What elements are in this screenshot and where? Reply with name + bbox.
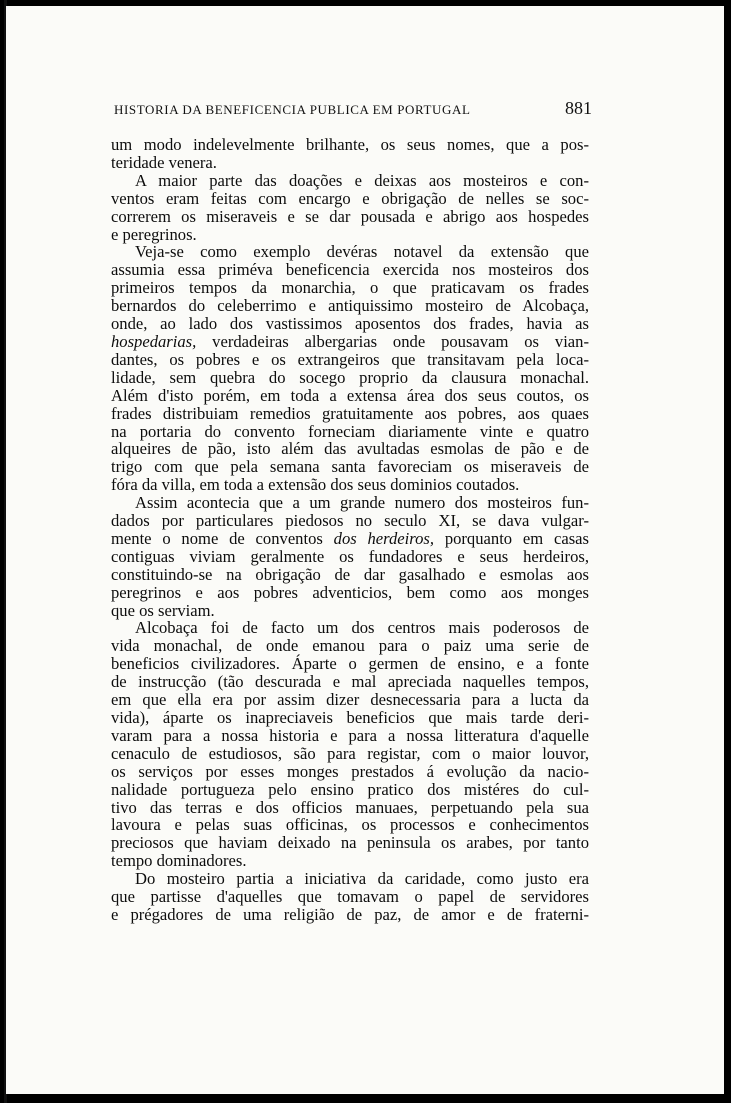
text-line: Veja-se como exemplo devéras notavel da extensão que [135, 242, 589, 262]
text-line: um modo indelevelmente brilhante, os seus nomes, que a pos- [111, 135, 589, 154]
text-line: alqueires de pão, isto além das avultadas esmolas de pão e de [111, 439, 589, 459]
text-line: tivo das terras e dos officios manuaes, perpetuando pela sua [111, 797, 589, 817]
text-line: Além d'isto porém, em toda a extensa área dos seus coutos, os [111, 385, 589, 405]
text-line: assumia essa priméva beneficencia exercida nos mosteiros dos [111, 260, 589, 280]
text-line: onde, ao lado dos vastissimos aposentos dos frades, havia as [111, 314, 589, 334]
book-page [6, 6, 724, 1094]
text-line: ventos eram feitas com encargo e obrigação de nelles se soc- [111, 188, 589, 208]
text-line: trigo com que pela semana santa favoreciam os miseraveis de [111, 457, 589, 477]
text-line: dados por particulares piedosos no seculo XI, se dava vulgar- [111, 511, 589, 531]
text-line: nalidade portugueza pelo ensino pratico dos mistéres do cul- [111, 779, 589, 799]
text-line: os serviços por esses monges prestados á evolução da nacio- [111, 761, 589, 781]
paragraph [111, 870, 589, 924]
paragraph [111, 494, 589, 619]
text-line: beneficios civilizadores. Áparte o germen de ensino, e a fonte [111, 654, 589, 674]
text-line: fóra da villa, em toda a extensão dos seus dominios coutados. [111, 475, 520, 495]
text-line: de instrucção (tão descurada e mal apreciada naquelles tempos, [111, 672, 589, 692]
text-line: lavoura e pelas suas officinas, os processos e conhecimentos [111, 815, 589, 835]
text-line: em que ella era por assim dizer desnecessaria para a lucta da [111, 690, 589, 710]
text-line: Alcobaça foi de facto um dos centros mais poderosos de [135, 618, 589, 638]
text-line: frades distribuiam remedios gratuitamente aos pobres, aos quaes [111, 403, 589, 423]
page-header [114, 98, 592, 119]
text-line: preciosos que haviam deixado na peninsula os arabes, por tanto [111, 833, 589, 853]
text-line: A maior parte das doações e deixas aos mosteiros e con- [135, 170, 589, 190]
text-line: Assim acontecia que a um grande numero dos mosteiros fun- [135, 493, 589, 513]
text-line: dantes, os pobres e os extrangeiros que transitavam pela loca- [111, 349, 589, 369]
text-line: teridade venera. [111, 152, 217, 172]
text-line: correrem os miseraveis e se dar pousada e abrigo aos hospedes [111, 206, 589, 226]
text-line: que partisse d'aquelles que tomavam o papel de servidores [111, 887, 589, 907]
text-line: e prégadores de uma religião de paz, de amor e de fraterni- [111, 904, 589, 924]
italic-term: dos herdeiros, [333, 528, 435, 548]
body-text [111, 136, 589, 924]
text-line: primeiros tempos da monarchia, o que praticavam os frades [111, 278, 589, 298]
text-line: mente o nome de conventos dos herdeiros, porquanto em casas [111, 528, 589, 548]
text-line: vida), áparte os inapreciaveis beneficios que mais tarde deri- [111, 708, 589, 727]
paragraph [111, 172, 589, 244]
text-line: lidade, sem quebra do socego proprio da clausura monachal. [111, 367, 589, 387]
text-line: contiguas viviam geralmente os fundadores e seus herdeiros, [111, 546, 589, 566]
text-line: constituindo-se na obrigação de dar gasalhado e esmolas aos [111, 564, 589, 584]
paragraph [111, 619, 589, 870]
running-title: HISTORIA DA BENEFICENCIA PUBLICA EM PORTUGAL [114, 102, 471, 117]
text-line: que os serviam. [111, 600, 215, 620]
text-line: Do mosteiro partia a iniciativa da caridade, como justo era [135, 869, 589, 889]
text-line: tempo dominadores. [111, 851, 247, 871]
text-line: cenaculo de estudiosos, são para registar, com o maior louvor, [111, 743, 589, 763]
text-line: na portaria do convento forneciam diariamente vinte e quatro [111, 421, 589, 441]
page-number: 881 [565, 98, 592, 118]
text-line: varam para a nossa historia e para a nossa litteratura d'aquelle [111, 725, 589, 745]
text-line: hospedarias, verdadeiras albergarias onde pousavam os vian- [111, 331, 589, 351]
paragraph [111, 136, 589, 172]
paragraph [111, 243, 589, 494]
text-line: vida monachal, de onde emanou para o paiz uma serie de [111, 636, 589, 656]
text-line: bernardos do celeberrimo e antiquissimo mosteiro de Alcobaça, [111, 296, 589, 316]
text-line: e peregrinos. [111, 224, 197, 244]
italic-term: hospedarias, [111, 331, 197, 351]
text-line: peregrinos e aos pobres adventicios, bem como aos monges [111, 582, 589, 602]
